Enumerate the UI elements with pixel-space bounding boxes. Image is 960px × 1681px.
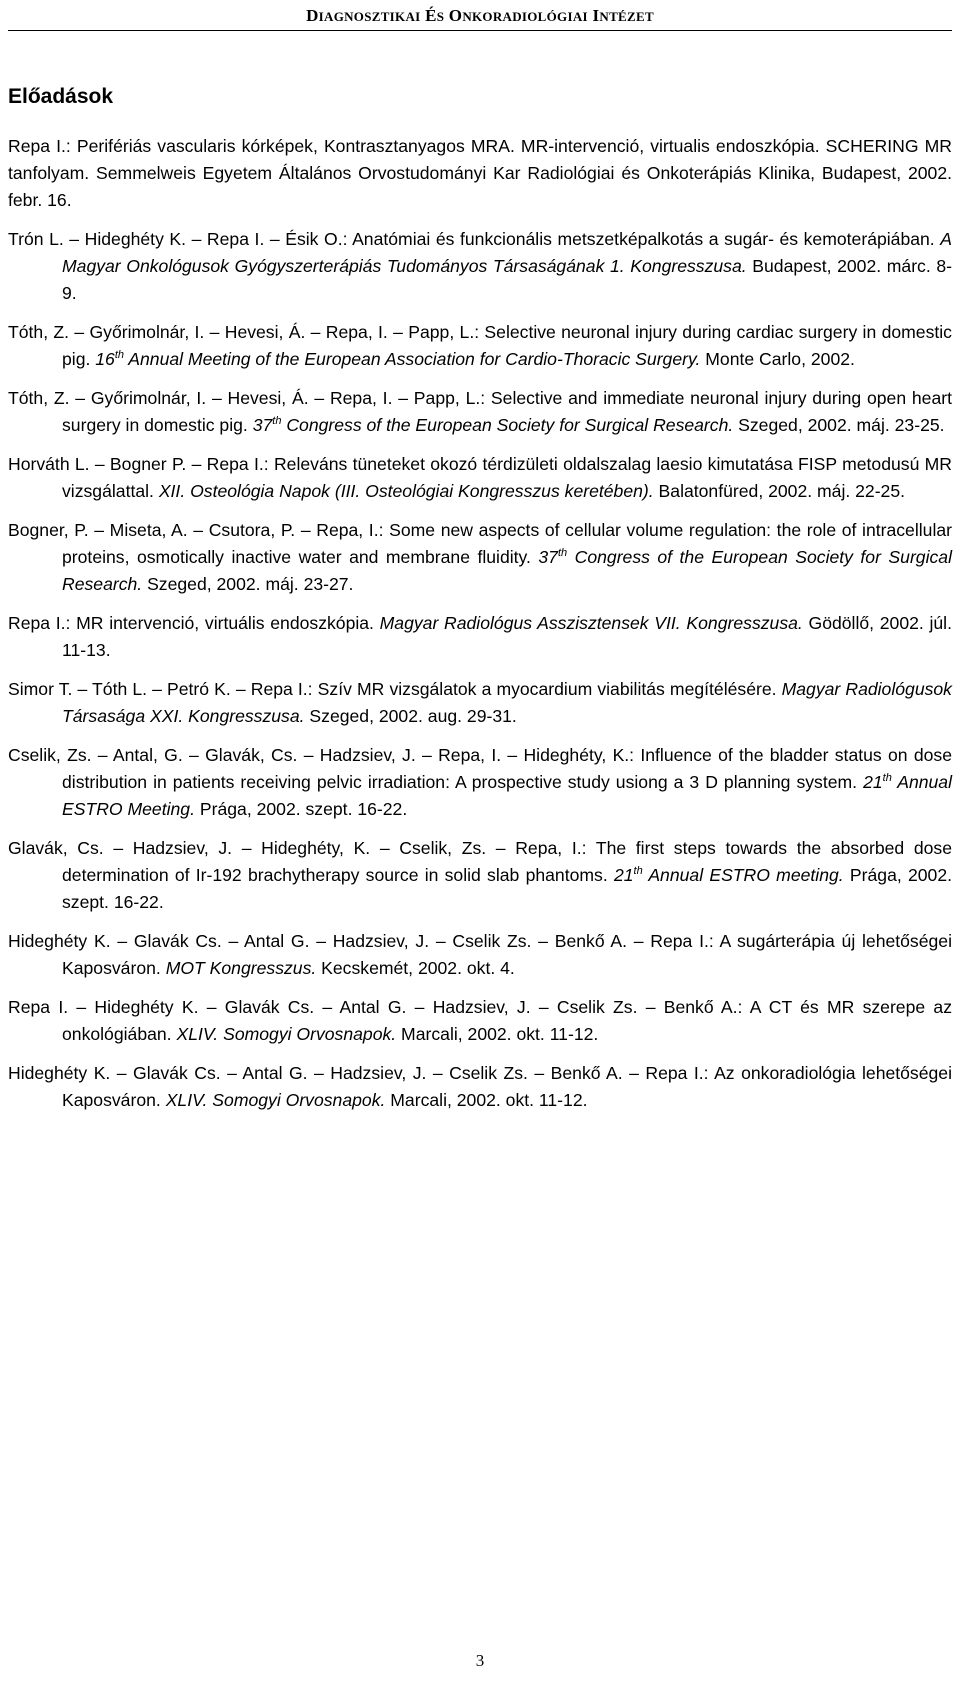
entry-title: A CT és MR szerepe az onkológiában. [62,997,952,1044]
entry-authors: Glavák, Cs. – Hadzsiev, J. – Hideghéty, K. – Cselik, Zs. – Repa, I.: [8,838,587,858]
presentation-entry [8,451,952,505]
entry-venue-ordinal-suffix: th [114,349,125,362]
entry-authors: Repa I.: [8,613,71,633]
entry-authors: Hideghéty K. – Glavák Cs. – Antal G. – Hadzsiev, J. – Cselik Zs. – Benkő A. – Repa I.: [8,931,714,951]
entry-authors: Trón L. – Hideghéty K. – Repa I. – Ésik O.: [8,229,348,249]
entry-place-date: Szeged, 2002. aug. 29-31. [304,706,517,726]
entry-authors: Hideghéty K. – Glavák Cs. – Antal G. – Hadzsiev, J. – Cselik Zs. – Benkő A. – Repa I.: [8,1063,709,1083]
header-rule [8,30,952,31]
entry-place-date: Prága, 2002. szept. 16-22. [194,799,408,819]
entry-venue: MOT Kongresszus. [165,958,317,978]
entry-authors: Horváth L. – Bogner P. – Repa I.: [8,454,269,474]
entry-authors: Tóth, Z. – Győrimolnár, I. – Hevesi, Á. – Repa, I. – Papp, L.: [8,322,480,342]
entry-place-date: Gödöllő, 2002. júl. 11-13. [62,613,952,660]
presentation-entry [8,133,952,214]
presentation-list [8,133,952,1126]
entry-title: Szív MR vizsgálatok a myocardium viabilitás megítélésére. [312,679,782,699]
entry-venue: Magyar Radiológusok Társasága XXI. Kongresszusa. [62,679,952,726]
entry-venue: Magyar Radiológus Asszisztensek VII. Kongresszusa. [379,613,803,633]
entry-title: Selective and immediate neuronal injury during open heart surgery in domestic pig. [62,388,952,435]
entry-place-date: Prága, 2002. szept. 16-22. [62,865,953,912]
entry-venue-ordinal-suffix: th [633,865,643,878]
entry-venue: A Magyar Onkológusok Gyógyszerterápiás Tudományos Társaságának 1. Kongresszusa. [62,229,952,276]
entry-venue: Congress of the European Society for Surgical Research. [281,415,734,435]
presentation-entry [8,1060,952,1114]
entry-authors: Repa I. – Hideghéty K. – Glavák Cs. – Antal G. – Hadzsiev, J. – Cselik Zs. – Benkő A.: [8,997,743,1017]
presentation-entry [8,742,952,823]
entry-place-date: Monte Carlo, 2002. [700,349,855,369]
entry-place-date: Kecskemét, 2002. okt. 4. [316,958,515,978]
presentation-entry [8,226,952,307]
presentation-entry [8,610,952,664]
entry-place-date: Marcali, 2002. okt. 11-12. [385,1090,588,1110]
entry-title: Releváns tüneteket okozó térdizületi oldalszalag laesio kimutatása FISP metodusú MR vizsgálattal. [62,454,953,501]
entry-venue: Annual ESTRO meeting. [642,865,844,885]
entry-title: Selective neuronal injury during cardiac surgery in domestic pig. [62,322,952,369]
presentation-entry [8,319,952,373]
section-title: Előadások [8,85,114,108]
entry-title: Influence of the bladder status on dose distribution in patients receiving pelvic irradiation: A prospective study usiong a 3 D planning system. [62,745,952,792]
running-header: DIAGNOSZTIKAI ÉS ONKORADIOLÓGIAI INTÉZET [306,6,654,25]
entry-title: Anatómiai és funkcionális metszetképalkotás a sugár- és kemoterápiában. [347,229,941,249]
entry-venue-ordinal: 37 [538,547,558,567]
entry-venue-ordinal-suffix: th [882,772,892,785]
entry-place-date: Szeged, 2002. máj. 23-27. [142,574,354,594]
entry-venue-ordinal-suffix: th [272,415,282,428]
entry-venue-ordinal: 16 [95,349,115,369]
entry-venue: XLIV. Somogyi Orvosnapok. [165,1090,386,1110]
entry-place-date: Balatonfüred, 2002. máj. 22-25. [653,481,906,501]
entry-venue: XLIV. Somogyi Orvosnapok. [176,1024,397,1044]
entry-venue: Annual ESTRO Meeting. [62,772,952,819]
entry-venue: Annual Meeting of the European Association for Cardio-Thoracic Surgery. [124,349,701,369]
entry-venue-ordinal-suffix: th [557,547,568,560]
entry-title: Some new aspects of cellular volume regulation: the role of intracellular proteins, osmotically inactive water and membrane fluidity. [62,520,952,567]
presentation-entry [8,928,952,982]
presentation-entry [8,994,952,1048]
entry-authors: Bogner, P. – Miseta, A. – Csutora, P. – Repa, I.: [8,520,384,540]
page-number: 3 [475,1651,485,1670]
entry-place-date: Marcali, 2002. okt. 11-12. [396,1024,599,1044]
entry-title: A sugárterápia új lehetőségei Kaposváron. [62,931,952,978]
entry-title: Perifériás vascularis kórképek, Kontrasztanyagos MRA. MR-intervenció, virtualis endoszkópia. SCHERING MR tanfolyam. Semmelweis Egyetem Általános Orvostudományi Kar Radiológiai és Onkoterápiás Klinika, Budapest, 2002. febr. 16. [8,136,952,210]
entry-venue-ordinal: 37 [252,415,273,435]
entry-authors: Tóth, Z. – Győrimolnár, I. – Hevesi, Á. – Repa, I. – Papp, L.: [8,388,486,408]
entry-authors: Repa I.: [8,136,71,156]
presentation-entry [8,835,952,916]
entry-authors: Simor T. – Tóth L. – Petró K. – Repa I.: [8,679,313,699]
entry-authors: Cselik, Zs. – Antal, G. – Glavák, Cs. – Hadzsiev, J. – Repa, I. – Hideghéty, K.: [8,745,635,765]
presentation-entry [8,676,952,730]
entry-title: MR intervenció, virtuális endoszkópia. [70,613,380,633]
presentation-entry [8,517,952,598]
entry-venue: XII. Osteológia Napok (III. Osteológiai Kongresszus keretében). [158,481,654,501]
entry-place-date: Szeged, 2002. máj. 23-25. [733,415,945,435]
entry-venue-ordinal: 21 [613,865,634,885]
entry-venue: Congress of the European Society for Surgical Research. [62,547,952,594]
presentation-entry [8,385,952,439]
entry-place-date: Budapest, 2002. márc. 8-9. [62,256,952,303]
entry-title: The first steps towards the absorbed dose determination of Ir-192 brachytherapy source in solid slab phantoms. [62,838,953,885]
entry-venue-ordinal: 21 [863,772,883,792]
entry-title: Az onkoradiológia lehetőségei Kaposváron. [62,1063,952,1110]
